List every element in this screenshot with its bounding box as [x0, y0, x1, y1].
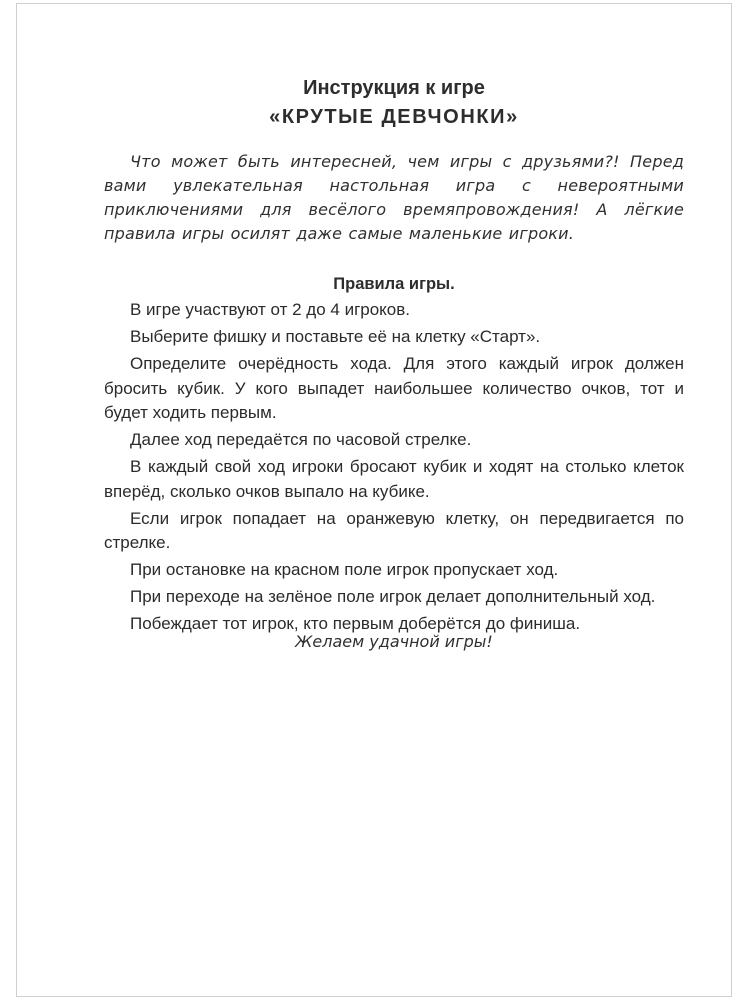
- intro-paragraph: Что может быть интересней, чем игры с друзьями?! Перед вами увлекательная настольная игра с невероятными приключениями для весёлого времяпровождения! А лёгкие правила игры осилят даже самые маленькие игроки.: [104, 152, 684, 243]
- rules-heading: Правила игры.: [333, 275, 455, 293]
- rule-item: Определите очерёдность хода. Для этого каждый игрок должен бросить кубик. У кого выпадет наибольшее количество очков, тот и будет ходить первым.: [104, 354, 684, 422]
- rule-item: Выберите фишку и поставьте её на клетку «Старт».: [130, 327, 541, 346]
- rule-item: Далее ход передаётся по часовой стрелке.: [130, 430, 472, 449]
- instruction-page: [16, 3, 732, 997]
- closing-wish: Желаем удачной игры!: [295, 632, 493, 651]
- rule-item: В игре участвуют от 2 до 4 игроков.: [130, 300, 411, 319]
- rule-item: Если игрок попадает на оранжевую клетку, он передвигается по стрелке.: [104, 508, 684, 552]
- document-title: Инструкция к игре: [303, 77, 485, 99]
- rules-list: [104, 298, 684, 639]
- rule-item: При остановке на красном поле игрок пропускает ход.: [130, 560, 559, 579]
- game-name-title: «КРУТЫЕ ДЕВЧОНКИ»: [269, 106, 519, 128]
- rule-item: Побеждает тот игрок, кто первым доберётся до финиша.: [130, 614, 581, 633]
- rule-item: При переходе на зелёное поле игрок делает дополнительный ход.: [130, 587, 656, 606]
- rule-item: В каждый свой ход игроки бросают кубик и ходят на столько клеток вперёд, сколько очков выпало на кубике.: [104, 457, 684, 501]
